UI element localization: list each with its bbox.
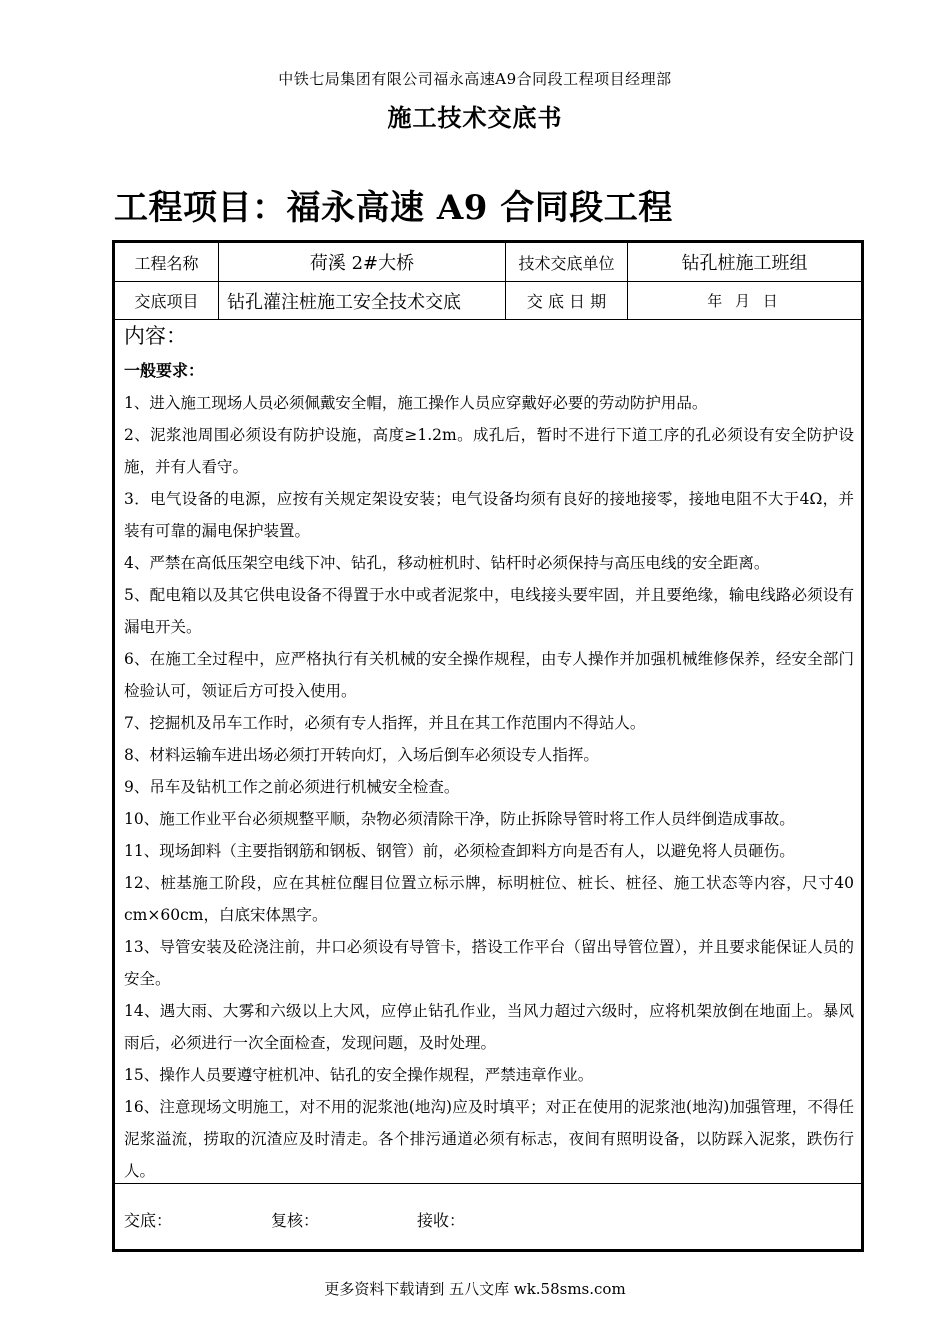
signature-row [115,1183,861,1250]
requirement-item-10: 10、施工作业平台必须规整平顺，杂物必须清除干净，防止拆除导管时将工作人员绊倒造成事故。 [124,810,795,828]
content-section [124,321,854,1187]
requirement-item-7: 7、挖掘机及吊车工作时，必须有专人指挥，并且在其工作范围内不得站人。 [124,714,646,732]
disclosure-item-value: 钻孔灌注桩施工安全技术交底 [218,282,505,319]
requirement-item-1: 1、进入施工现场人员必须佩戴安全帽，施工操作人员应穿戴好必要的劳动防护用品。 [124,394,708,412]
disclosure-date-value: 年 月 日 [627,282,861,319]
company-header: 中铁七局集团有限公司福永高速A9合同段工程项目经理部 [278,70,672,88]
disclosure-item-label: 交底项目 [134,292,199,311]
requirement-item-16: 16、注意现场文明施工，对不用的泥浆池(地沟)应及时填平；对正在使用的泥浆池(地沟)加强管理，不得任泥浆溢流，捞取的沉渣应及时清走。各个排污通道必须有标志，夜间有照明设备，以防踩入泥浆，跌伤行人。 [124,1098,854,1180]
table-row-item [115,282,861,320]
project-title: 工程项目：福永高速 A9 合同段工程 [114,188,673,228]
handover-signature-label: 交底： [124,1211,173,1230]
requirement-item-15: 15、操作人员要遵守桩机冲、钻孔的安全操作规程，严禁违章作业。 [124,1066,594,1084]
requirement-item-14: 14、遇大雨、大雾和六级以上大风，应停止钻孔作业，当风力超过六级时，应将机架放倒在地面上。暴风雨后，必须进行一次全面检查，发现问题，及时处理。 [124,1002,854,1052]
project-name-value: 荷溪 2#大桥 [218,243,505,281]
disclosure-date-label: 交 底 日 期 [505,282,627,319]
requirement-item-3: 3．电气设备的电源，应按有关规定架设安装；电气设备均须有良好的接地接零，接地电阻不大于4Ω，并装有可靠的漏电保护装置。 [124,490,854,540]
footer-text: 更多资料下载请到 五八文库 wk.58sms.com [324,1280,626,1298]
requirement-item-2: 2、泥浆池周围必须设有防护设施，高度≥1.2m。成孔后，暂时不进行下道工序的孔必须设有安全防护设施，并有人看守。 [124,426,854,476]
requirement-item-12: 12、桩基施工阶段，应在其桩位醒目位置立标示牌，标明桩位、桩长、桩径、施工状态等内容，尺寸40 cm×60cm，白底宋体黑字。 [124,874,854,924]
disclosure-table [112,240,864,1252]
project-name-label: 工程名称 [134,253,199,273]
requirement-item-11: 11、现场卸料（主要指钢筋和钢板、钢管）前，必须检查卸料方向是否有人，以避免将人员砸伤。 [124,842,795,860]
disclosure-unit-label: 技术交底单位 [505,243,627,281]
content-heading: 内容： [124,324,187,348]
document-title: 施工技术交底书 [387,103,563,132]
requirement-item-13: 13、导管安装及砼浇注前，井口必须设有导管卡，搭设工作平台（留出导管位置），并且要求能保证人员的安全。 [124,938,854,988]
general-requirements-heading: 一般要求： [124,361,205,380]
receive-signature-label: 接收： [417,1211,466,1230]
requirement-item-5: 5、配电箱以及其它供电设备不得置于水中或者泥浆中，电线接头要牢固，并且要绝缘，输电线路必须设有漏电开关。 [124,586,854,636]
review-signature-label: 复核： [271,1211,320,1230]
disclosure-unit-value: 钻孔桩施工班组 [627,243,861,281]
requirement-item-8: 8、材料运输车进出场必须打开转向灯，入场后倒车必须设专人指挥。 [124,746,599,764]
requirement-item-9: 9、吊车及钻机工作之前必须进行机械安全检查。 [124,778,460,796]
requirement-item-4: 4、严禁在高低压架空电线下冲、钻孔，移动桩机时、钻杆时必须保持与高压电线的安全距离。 [124,554,770,572]
requirement-item-6: 6、在施工全过程中，应严格执行有关机械的安全操作规程，由专人操作并加强机械维修保养，经安全部门检验认可，领证后方可投入使用。 [124,650,854,700]
table-row-project [115,243,861,282]
